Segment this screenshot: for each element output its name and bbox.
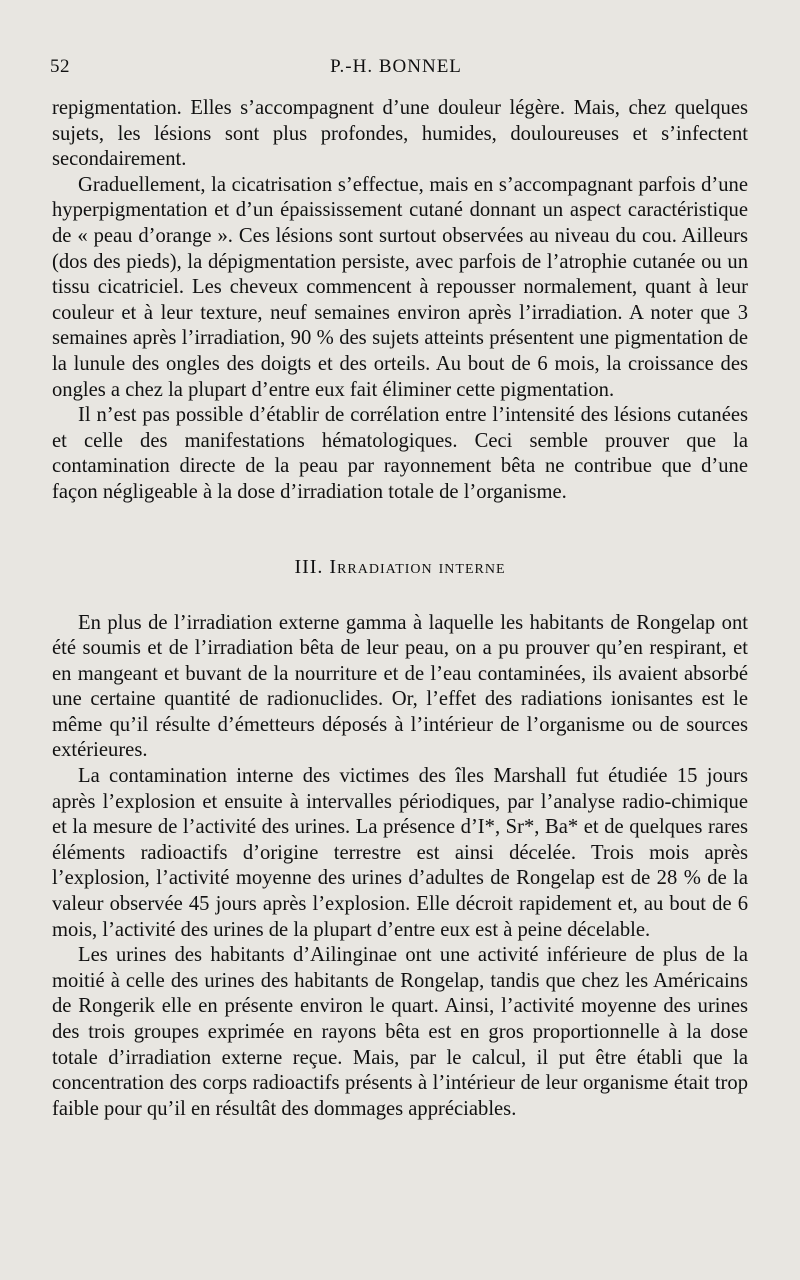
page-number: 52 [50,56,70,77]
section-heading: III. Irradiation interne [294,555,506,578]
running-title: P.-H. BONNEL [330,56,462,77]
paragraph-correlation: Il n’est pas possible d’établir de corrélation entre l’intensité des lésions cutanées et celle des manifestations hématologiques. Ceci semble prouver que la contamination directe de la peau par rayonnement bêta ne contribue que d’une façon négligeable à la dose d’irradiation totale de l’organisme. [52,404,748,503]
paragraph-contamination: La contamination interne des victimes des îles Marshall fut étudiée 15 jours après l’explosion et ensuite à intervalles périodiques, par l’analyse radio-chimique et la mesure de l’activité des urines. La présence d’I*, Sr*, Ba* et de quelques rares éléments radioactifs d’origine terrestre est ainsi décelée. Trois mois après l’explosion, l’activité moyenne des urines d’adultes de Rongelap est de 28 % de la valeur observée 45 jours après l’explosion. Elle décroit rapidement et, au bout de 6 mois, l’activité des urines de la plupart d’entre eux est à peine décelable. [52,765,748,941]
paragraph-irradiation-interne: En plus de l’irradiation externe gamma à laquelle les habitants de Rongelap ont été soumis et de l’irradiation bêta de leur peau, on a pu prouver qu’en respirant, et en mangeant et buvant de la nourriture et de l’eau contaminées, ils avaient absorbé une certaine quantité de radionuclides. Or, l’effet des radiations ionisantes est le même qu’il résulte d’émetteurs déposés à l’intérieur de l’organisme ou de sources extérieures. [52,611,748,762]
page-body [52,96,748,1122]
paragraph-urines: Les urines des habitants d’Ailinginae ont une activité inférieure de plus de la moitié à celle des urines des habitants de Rongelap, tandis que chez les Américains de Rongerik elle en présente environ le quart. Ainsi, l’activité moyenne des urines des trois groupes exprimée en rayons bêta est en gros proportionnelle à la dose totale d’irradiation externe reçue. Mais, par le calcul, il put être établi que la concentration des corps radioactifs présents à l’intérieur de leur organisme était trop faible pour qu’il en résultât des dommages appréciables. [52,944,748,1120]
page-header [50,56,742,86]
paragraph-continuation: repigmentation. Elles s’accompagnent d’une douleur légère. Mais, chez quelques sujets, les lésions sont plus profondes, humides, douloureuses et s’infectent secondairement. [52,97,748,171]
paragraph-cicatrisation: Graduellement, la cicatrisation s’effectue, mais en s’accompagnant parfois d’une hyperpigmentation et d’un épaississement cutané donnant un aspect caractéristique de « peau d’orange ». Ces lésions sont surtout observées au niveau du cou. Ailleurs (dos des pieds), la dépigmentation persiste, avec parfois de l’atrophie cutanée ou un tissu cicatriciel. Les cheveux commencent à repousser normalement, quant à leur couleur et à leur texture, neuf semaines environ après l’irradiation. A noter que 3 semaines après l’irradiation, 90 % des sujets atteints présentent une pigmentation de la lunule des ongles des doigts et des orteils. Au bout de 6 mois, la croissance des ongles a chez la plupart d’entre eux fait éliminer cette pigmentation. [52,173,748,401]
